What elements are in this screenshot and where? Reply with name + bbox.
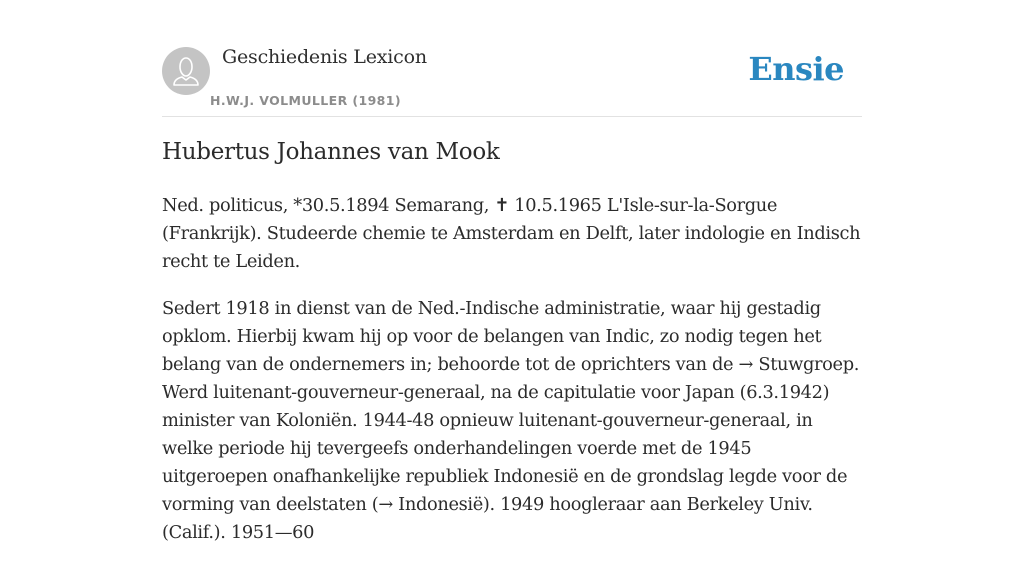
ensie-logo[interactable]: Ensie	[748, 50, 844, 88]
person-outline-icon	[162, 47, 210, 95]
entry-paragraph-1: Ned. politicus, *30.5.1894 Semarang, ✝ 10.5.1965 L'Isle-sur-la-Sorgue (Frankrijk). Studeerde chemie te Amsterdam en Delft, later indologie en Indisch recht te Leiden.	[162, 195, 861, 272]
source-header	[162, 46, 862, 117]
source-title-link[interactable]: Geschiedenis Lexicon	[222, 46, 427, 68]
user-avatar-icon[interactable]	[162, 47, 210, 95]
entry-title: Hubertus Johannes van Mook	[162, 139, 500, 165]
entry-body	[162, 192, 862, 566]
source-author: H.W.J. VOLMULLER (1981)	[210, 93, 401, 108]
entry-paragraph-2: Sedert 1918 in dienst van de Ned.-Indische administratie, waar hij gestadig opklom. Hierbij kwam hij op voor de belangen van Indic, zo nodig tegen het belang van de ondernemers in; behoorde tot de oprichters van de → Stuwgroep. Werd luitenant-gouverneur-generaal, na de capitulatie voor Japan (6.3.1942) minister van Koloniën. 1944-48 opnieuw luitenant-gouverneur-generaal, in welke periode hij tevergeefs onderhandelingen voerde met de 1945 uitgeroepen onafhankelijke republiek Indonesië en de grondslag legde voor de vorming van deelstaten (→ Indonesië). 1949 hoogleraar aan Berkeley Univ. (Calif.). 1951—60	[162, 298, 860, 543]
